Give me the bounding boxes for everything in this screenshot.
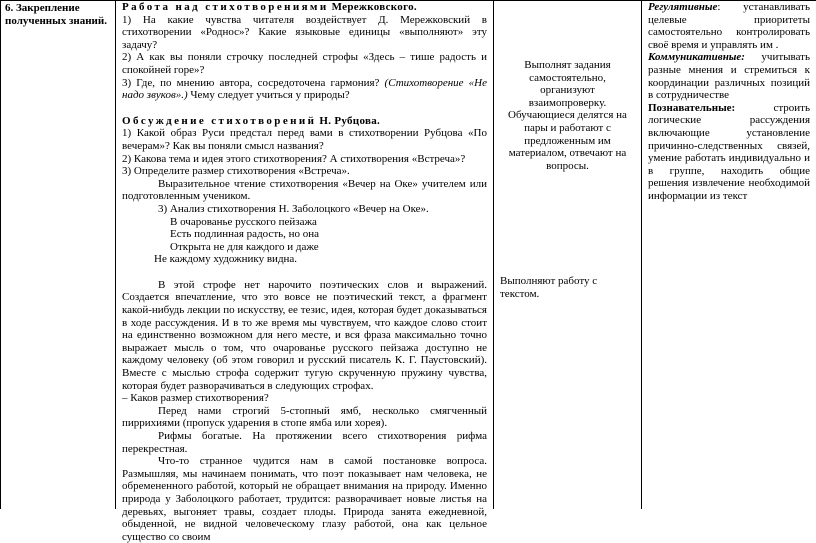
stage-label: 6. Закрепление полученных знаний.: [5, 2, 107, 27]
discussion-heading-spaced: Обсуждение стихотворений: [122, 114, 317, 127]
uud-cognitive: Познавательные: строить логические рассуждения включающие установление причинно-следственных связей, умение работать индивидуально и в группе, находить общие решения извлечение необходимой информации из текст: [648, 101, 810, 202]
student-activity-1: Выполнят задания самостоятельно, организуют взаимопроверку. Обучающиеся делятся на пары и работают с предложенным им материалом, отвечают на вопросы.: [508, 59, 627, 172]
discussion-heading-author: Н. Рубцова.: [316, 114, 381, 127]
reading-instruction: Выразительное чтение стихотворения «Вечер на Оке» учителем или подготовленным учеником.: [122, 177, 487, 203]
uud-cognitive-label: Познавательные:: [648, 101, 736, 114]
uud-communicative: Коммуникативные: учитывать разные мнения и стремиться к координации различных позиций в сотрудничестве: [648, 51, 810, 102]
work-heading-author: Мережковского.: [328, 1, 417, 13]
content-column: [116, 0, 494, 543]
discussion-question-3: 3) Определите размер стихотворения «Встреча».: [122, 165, 350, 178]
uud-communicative-label: Коммуникативные:: [648, 51, 745, 64]
work-question-3-italic: (Стихотворение «Не надо звуков».): [122, 76, 487, 102]
work-heading-spaced: Работа над стихотворениями: [122, 1, 329, 13]
poem-line: Есть подлинная радость, но она: [170, 228, 320, 241]
poem-line: Не каждому художнику видна.: [154, 253, 298, 266]
commentary-paragraph: В этой строфе нет нарочито поэтических слов и выражений. Создается впечатление, что это вовсе не поэтический текст, а фрагмент какой-нибудь лекции по искусству, ее тезис, идея, которая будет доказываться в ходе рассуждения. И в то же время мы чувствуем, что каждое слово стоит на единственно возможном для него месте, и вся фраза максимально точно выражает мысль о том, что очарованье русского пейзажа доступно не каждому человеку (об этом говорил и русский писатель К. Г. Паустовский). Вместе с мыслью строфа содержит тугую скрученную пружину чувства, которая будет разворачиваться в следующих строфах.: [122, 278, 487, 392]
uud-column: [642, 0, 816, 509]
discussion-question-2: 2) Какова тема и идея этого стихотворения? А стихотворения «Встреча»?: [122, 152, 466, 165]
stage-column: [0, 0, 116, 509]
discussion-heading: [122, 115, 487, 128]
uud-regulative-label: Регулятивные: [648, 1, 718, 13]
uud-content: [642, 0, 816, 204]
meter-question: – Каков размер стихотворения?: [122, 392, 269, 405]
discussion-question-1: 1) Какой образ Руси предстал перед вами в стихотворении Рубцова «По вечерам»? Как вы поняли смысл названия?: [122, 127, 487, 152]
meter-answer: Перед нами строгий 5-стопный ямб, несколько смягченный пиррихиями (пропуск ударения в стопе ямба или хорея).: [122, 404, 487, 430]
closing-paragraph: Что-то странное чудится нам в самой постановке вопроса. Размышляя, мы начинаем понимать, что поэт показывает нам человека, не обремененного работой, который не обращает внимания на природу. Именно природа у Заболоцкого работает, трудится: разворачивает новые листья на деревьях, выгоняет травы, создает плоды. Природа занята ежедневной, обыденной, не видной человеческому глазу работой, она как цельное существо со своим: [122, 455, 487, 543]
poem-line: В очарованье русского пейзажа: [170, 215, 317, 228]
work-question-1: 1) На какие чувства читателя воздействует Д. Мережковский в стихотворении «Роднос»? Какие языковые единицы «выполняют» эту задачу?: [122, 13, 487, 51]
student-activity-column: [494, 0, 642, 509]
lesson-content: [116, 0, 493, 543]
work-question-2: 2) А как вы поняли строчку последней строфы «Здесь – тише радость и спокойней горе»?: [122, 51, 487, 76]
poem-line: Открыта не для каждого и даже: [170, 240, 319, 253]
student-activity-2: Выполняют работу с текстом.: [500, 275, 598, 300]
work-heading: [122, 1, 487, 14]
work-question-3: 3) Где, по мнению автора, сосредоточена гармония? (Стихотворение «Не надо звуков».) Чему следует учиться у природы?: [122, 76, 487, 102]
rhyme-note: Рифмы богатые. На протяжении всего стихотворения рифма перекрестная.: [122, 430, 487, 455]
analysis-heading: 3) Анализ стихотворения Н. Заболоцкого «Вечер на Оке».: [158, 202, 429, 215]
uud-regulative: Регулятивные: устанавливать целевые приоритеты самостоятельно контролировать своё время и управлять им .: [648, 1, 810, 51]
